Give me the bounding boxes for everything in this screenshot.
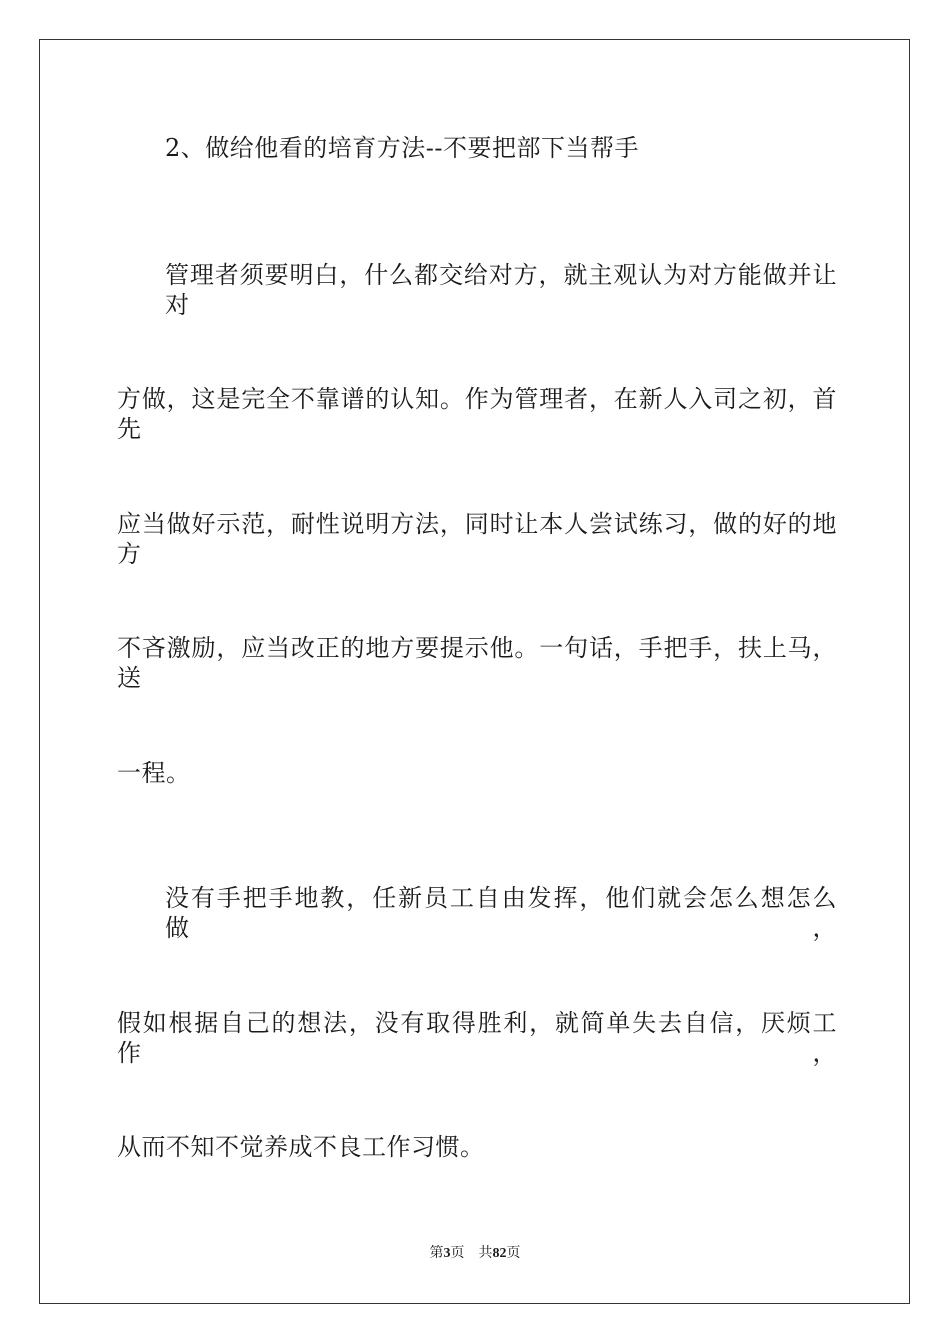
- total-suffix: 页: [506, 1246, 521, 1261]
- paragraph-1-line-1: 管理者须要明白，什么都交给对方，就主观认为对方能做并让对: [165, 261, 837, 319]
- paragraph-2-line-1: 没有手把手地教，任新员工自由发挥，他们就会怎么想怎么做，: [165, 884, 837, 942]
- paragraph-2-line-2: 假如根据自己的想法，没有取得胜利，就简单失去自信，厌烦工作，: [117, 1009, 837, 1067]
- page-footer: [0, 1245, 950, 1263]
- paragraph-1-line-4: 不吝激励，应当改正的地方要提示他。一句话，手把手，扶上马，送: [117, 634, 837, 692]
- section-heading: 2、做给他看的培育方法--不要把部下当帮手: [165, 134, 639, 162]
- paragraph-1-line-3: 应当做好示范，耐性说明方法，同时让本人尝试练习，做的好的地方: [117, 510, 837, 568]
- page-prefix: 第: [429, 1246, 444, 1261]
- paragraph-1-line-5: 一程。: [117, 759, 191, 787]
- total-page-count: 82: [492, 1246, 507, 1261]
- total-prefix: 共: [478, 1246, 493, 1261]
- paragraph-1-line-2: 方做，这是完全不靠谱的认知。作为管理者，在新人入司之初，首先: [117, 385, 837, 443]
- paragraph-2-line-3: 从而不知不觉养成不良工作习惯。: [117, 1133, 485, 1161]
- current-page-number: 3: [443, 1246, 451, 1261]
- page-suffix: 页: [450, 1246, 465, 1261]
